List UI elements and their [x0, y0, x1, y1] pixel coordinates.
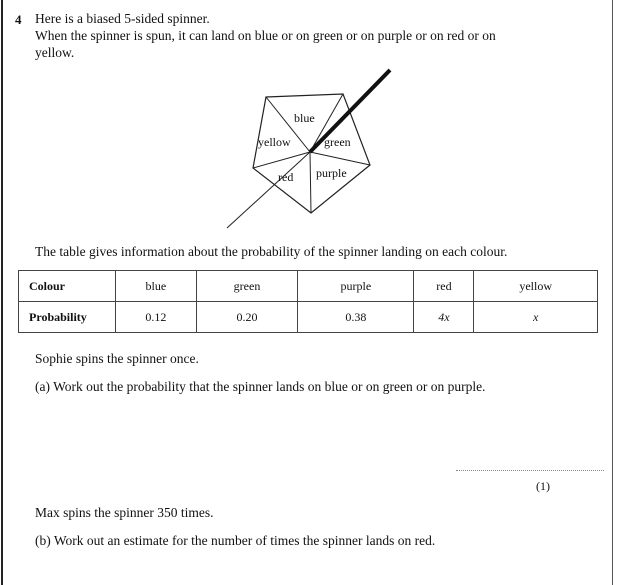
probability-cell: 0.38 [298, 302, 414, 333]
probability-cell: x [474, 302, 598, 333]
probability-cell: 4x [414, 302, 474, 333]
part-a-marks: (1) [536, 479, 550, 493]
question-number: 4 [15, 12, 22, 27]
intro-line-1: Here is a biased 5-sided spinner. [35, 11, 210, 26]
part-b-question: (b) Work out an estimate for the number of times the spinner lands on red. [35, 533, 436, 548]
table-intro: The table gives information about the probability of the spinner landing on each colour. [35, 244, 508, 259]
spinner-divider-3 [310, 152, 370, 165]
part-a-question: (a) Work out the probability that the spinner lands on blue or on green or on purple. [35, 379, 486, 394]
label-red: red [278, 170, 294, 184]
probability-table [18, 270, 598, 333]
colour-cell: green [196, 271, 298, 302]
colour-cell: purple [298, 271, 414, 302]
table-row-colour [19, 271, 598, 302]
label-blue: blue [294, 111, 315, 125]
label-purple: purple [316, 166, 347, 180]
part-a-answer-line[interactable] [456, 470, 604, 471]
intro-line-2: When the spinner is spun, it can land on blue or on green or on purple or on red or on yellow. [35, 28, 496, 60]
label-green: green [324, 135, 351, 149]
colour-cell: red [414, 271, 474, 302]
table-row-probability [19, 302, 598, 333]
max-text: Max spins the spinner 350 times. [35, 505, 214, 520]
probability-cell: 0.12 [116, 302, 197, 333]
probability-header: Probability [19, 302, 116, 333]
colour-header: Colour [19, 271, 116, 302]
probability-cell: 0.20 [196, 302, 298, 333]
spinner-divider-4 [310, 152, 311, 213]
colour-cell: yellow [474, 271, 598, 302]
label-yellow: yellow [258, 135, 291, 149]
sophie-text: Sophie spins the spinner once. [35, 351, 199, 366]
colour-cell: blue [116, 271, 197, 302]
